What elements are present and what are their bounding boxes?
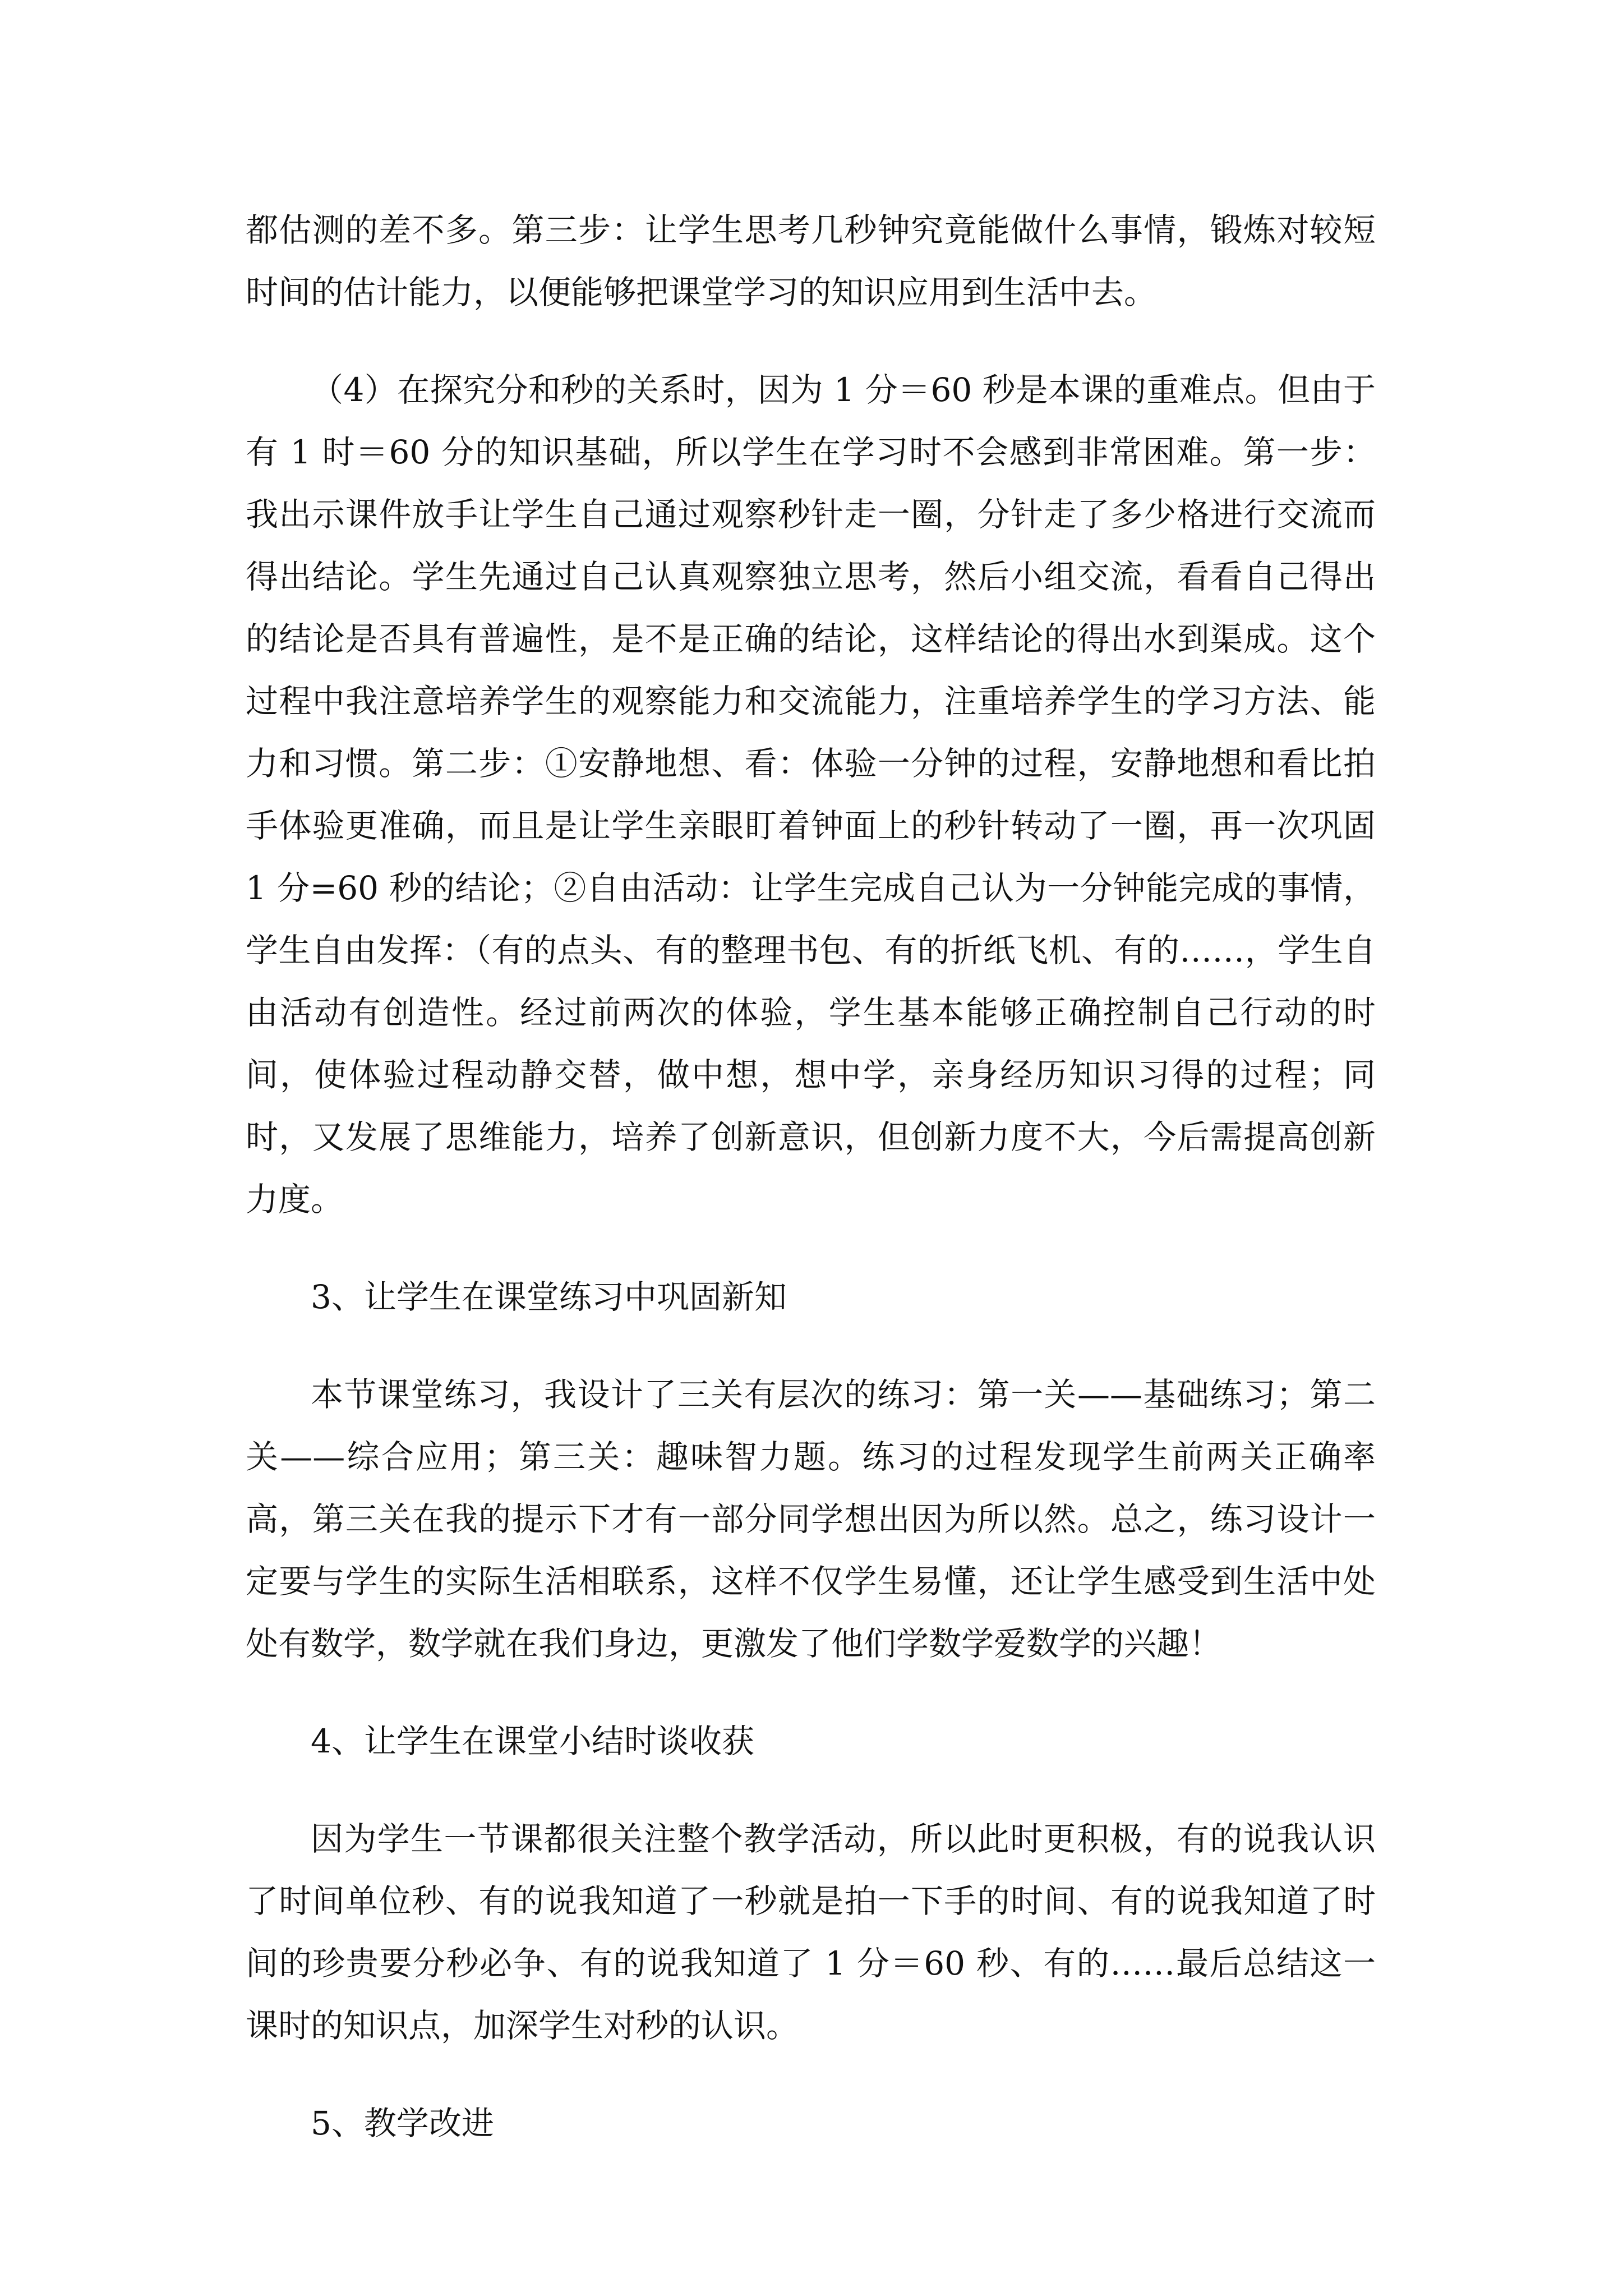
section-heading-3: 3、让学生在课堂练习中巩固新知 xyxy=(311,1278,787,1316)
section-heading-4: 4、让学生在课堂小结时谈收获 xyxy=(311,1722,754,1760)
paragraph-minutes-seconds-relation: （4）在探究分和秒的关系时，因为 1 分＝60 秒是本课的重难点。但由于有 1 时＝60 分的知识基础，所以学生在学习时不会感到非常困难。第一步：我出示课件放手让学生自己通过观察秒针走一圈，分针走了多少格进行交流而得出结论。学生先通过自己认真观察独立思考，然后小组交流，看看自己得出的结论是否具有普遍性，是不是正确的结论，这样结论的得出水到渠成。这个过程中我注意培养学生的观察能力和交流能力，注重培养学生的学习方法、能力和习惯。第二步：①安静地想、看：体验一分钟的过程，安静地想和看比拍手体验更准确，而且是让学生亲眼盯着钟面上的秒针转动了一圈，再一次巩固 1 分=60 秒的结论；②自由活动：让学生完成自己认为一分钟能完成的事情，学生自由发挥：（有的点头、有的整理书包、有的折纸飞机、有的……，学生自由活动有创造性。经过前两次的体验，学生基本能够正确控制自己行动的时间，使体验过程动静交替，做中想，想中学，亲身经历知识习得的过程；同时，又发展了思维能力，培养了创新意识，但创新力度不大，今后需提高创新力度。 xyxy=(246,371,1376,1218)
paragraph-class-summary: 因为学生一节课都很关注整个教学活动，所以此时更积极，有的说我认识了时间单位秒、有的说我知道了一秒就是拍一下手的时间、有的说我知道了时间的珍贵要分秒必争、有的说我知道了 1 分＝60 秒、有的……最后总结这一课时的知识点，加深学生对秒的认识。 xyxy=(246,1820,1376,2045)
paragraph-classroom-practice: 本节课堂练习，我设计了三关有层次的练习：第一关——基础练习；第二关——综合应用；第三关：趣味智力题。练习的过程发现学生前两关正确率高，第三关在我的提示下才有一部分同学想出因为所以然。总之，练习设计一定要与学生的实际生活相联系，这样不仅学生易懂，还让学生感受到生活中处处有数学，数学就在我们身边，更激发了他们学数学爱数学的兴趣！ xyxy=(246,1375,1376,1663)
document-body xyxy=(246,199,1376,2190)
section-heading-5: 5、教学改进 xyxy=(311,2104,494,2142)
paragraph-continuation: 都估测的差不多。第三步：让学生思考几秒钟究竟能做什么事情，锻炼对较短时间的估计能力，以便能够把课堂学习的知识应用到生活中去。 xyxy=(246,211,1376,311)
